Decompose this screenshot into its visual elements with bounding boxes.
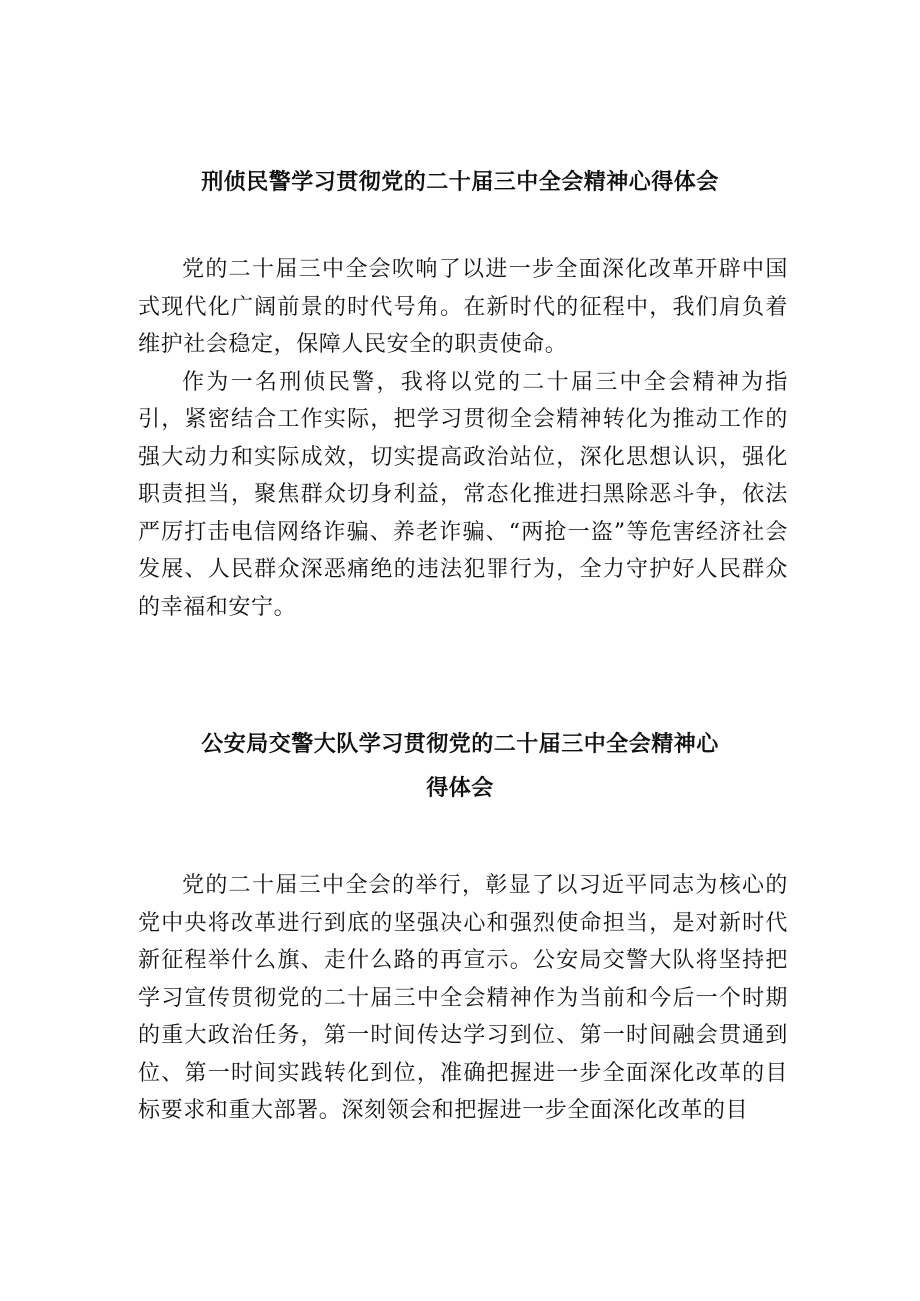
article1-body <box>138 251 788 626</box>
article2-body <box>138 867 788 1167</box>
article2-title-line2: 得体会 <box>426 775 494 801</box>
article2-title <box>120 722 800 810</box>
article2-paragraph-1: 党的二十届三中全会的举行，彰显了以习近平同志为核心的党中央将改革进行到底的坚强决心和强烈使命担当，是对新时代新征程举什么旗、走什么路的再宣示。公安局交警大队将坚持把学习宣传贯彻党的二十届三中全会精神作为当前和今后一个时期的重大政治任务，第一时间传达学习到位、第一时间融会贯通到位、第一时间实践转化到位，准确把握进一步全面深化改革的目标要求和重大部署。深刻领会和把握进一步全面深化改革的目 <box>138 873 788 1123</box>
article2-title-line1: 公安局交警大队学习贯彻党的二十届三中全会精神心 <box>201 731 719 757</box>
article1-paragraph-1: 党的二十届三中全会吹响了以进一步全面深化改革开辟中国式现代化广阔前景的时代号角。在新时代的征程中，我们肩负着维护社会稳定，保障人民安全的职责使命。 <box>138 257 788 357</box>
article1-title-text: 刑侦民警学习贯彻党的二十届三中全会精神心得体会 <box>201 169 719 195</box>
article1-title <box>120 160 800 204</box>
article1-paragraph-2: 作为一名刑侦民警，我将以党的二十届三中全会精神为指引，紧密结合工作实际，把学习贯彻全会精神转化为推动工作的强大动力和实际成效，切实提高政治站位，深化思想认识，强化职责担当，聚焦群众切身利益，常态化推进扫黑除恶斗争，依法严厉打击电信网络诈骗、养老诈骗、“两抢一盗”等危害经济社会发展、人民群众深恶痛绝的违法犯罪行为，全力守护好人民群众的幸福和安宁。 <box>138 369 788 620</box>
